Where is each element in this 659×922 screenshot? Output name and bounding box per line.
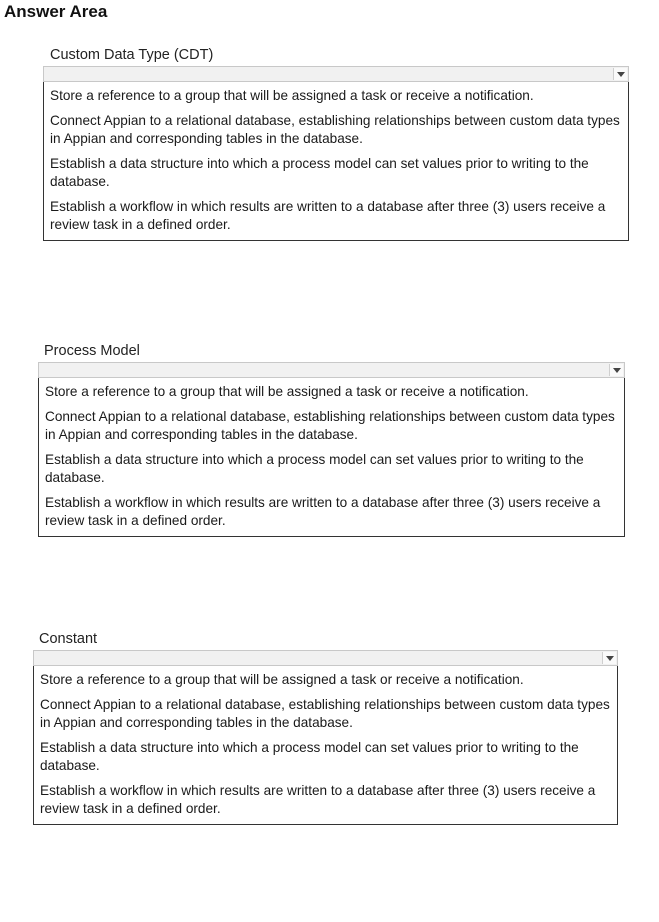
constant-options-list	[33, 666, 618, 825]
chevron-down-icon[interactable]	[613, 68, 627, 80]
process-model-option-workflow[interactable]: Establish a workflow in which results are written to a database after three (3) users receive a review task in a defined order.	[45, 495, 601, 528]
chevron-down-icon[interactable]	[602, 652, 616, 664]
process-model-dropdown[interactable]	[38, 362, 625, 378]
constant-option-group-reference[interactable]: Store a reference to a group that will be assigned a task or receive a notification.	[40, 672, 524, 687]
process-model-option-connect-database[interactable]: Connect Appian to a relational database, establishing relationships between custom data types in Appian and corresponding tables in the database.	[45, 409, 615, 442]
cdt-options-list	[43, 82, 629, 241]
constant-label: Constant	[39, 631, 98, 647]
cdt-option-data-structure[interactable]: Establish a data structure into which a process model can set values prior to writing to the database.	[50, 156, 589, 189]
constant-option-workflow[interactable]: Establish a workflow in which results are written to a database after three (3) users receive a review task in a defined order.	[40, 783, 596, 816]
cdt-option-connect-database[interactable]: Connect Appian to a relational database, establishing relationships between custom data types in Appian and corresponding tables in the database.	[50, 113, 620, 146]
constant-option-data-structure[interactable]: Establish a data structure into which a process model can set values prior to writing to the database.	[40, 740, 579, 773]
cdt-option-workflow[interactable]: Establish a workflow in which results are written to a database after three (3) users receive a review task in a defined order.	[50, 199, 606, 232]
answer-area-title: Answer Area	[4, 2, 108, 21]
process-model-question-block	[38, 340, 625, 537]
process-model-option-group-reference[interactable]: Store a reference to a group that will be assigned a task or receive a notification.	[45, 384, 529, 399]
constant-option-connect-database[interactable]: Connect Appian to a relational database, establishing relationships between custom data types in Appian and corresponding tables in the database.	[40, 697, 610, 730]
constant-question-block	[33, 628, 618, 825]
process-model-label: Process Model	[44, 343, 140, 359]
cdt-question-block	[43, 44, 629, 241]
process-model-options-list	[38, 378, 625, 537]
cdt-label: Custom Data Type (CDT)	[50, 47, 214, 63]
chevron-down-icon[interactable]	[609, 364, 623, 376]
cdt-option-group-reference[interactable]: Store a reference to a group that will be assigned a task or receive a notification.	[50, 88, 534, 103]
cdt-dropdown[interactable]	[43, 66, 629, 82]
constant-dropdown[interactable]	[33, 650, 618, 666]
process-model-option-data-structure[interactable]: Establish a data structure into which a process model can set values prior to writing to the database.	[45, 452, 584, 485]
